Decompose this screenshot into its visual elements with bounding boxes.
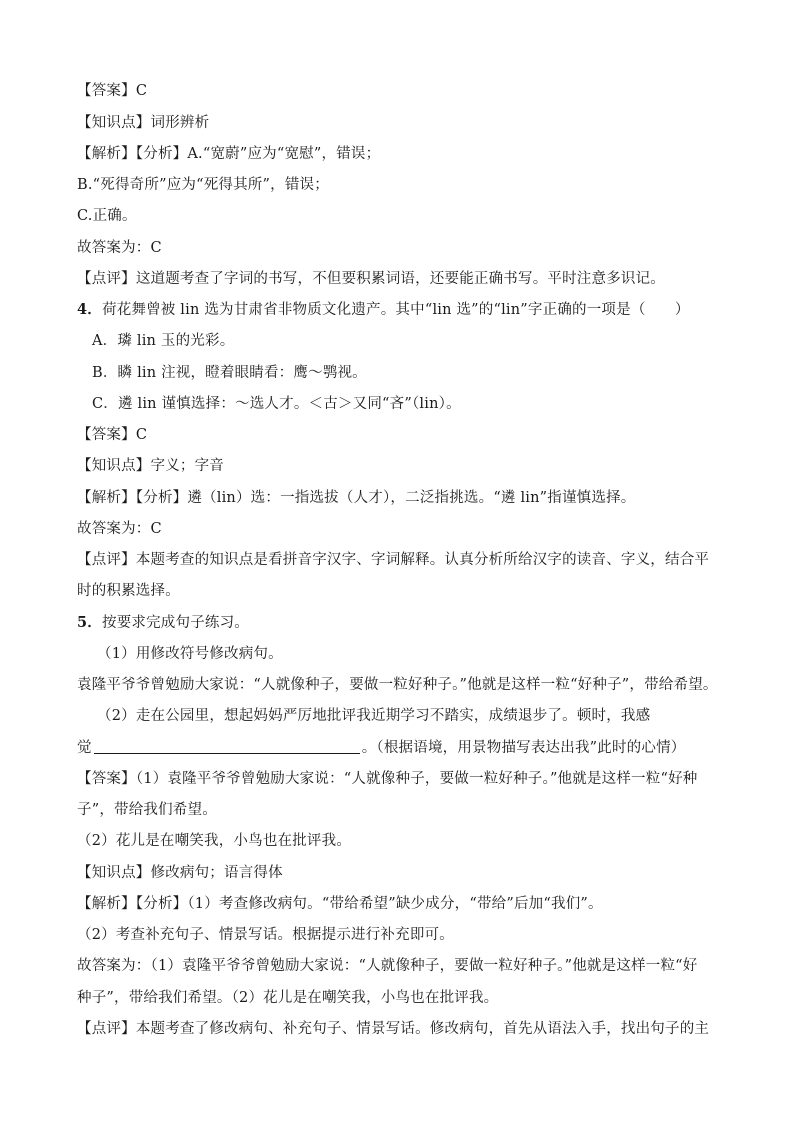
question-text: 荷花舞曾被 lin 选为甘肃省非物质文化遗产。其中“lin 选”的“lin”字正确的一项是（ ）	[102, 302, 690, 318]
knowledge-point-tag: 【知识点】	[77, 458, 151, 474]
analysis-line	[77, 144, 717, 164]
answer-part-2: （2）花儿是在嘲笑我，小鸟也在批评我。	[77, 833, 352, 849]
analysis-part-2: （2）考查补充句子、情景写话。根据提示进行补充即可。	[77, 927, 454, 943]
answer-continuation: 子”，带给我们希望。	[77, 802, 217, 818]
knowledge-point-tag: 【知识点】	[77, 115, 151, 131]
fill-prefix: 觉	[77, 740, 92, 756]
answer-tag: 【答案】	[77, 427, 136, 443]
answer-text: C	[135, 427, 148, 443]
question-4-option-a: A．璘 lin 玉的光彩。	[92, 333, 235, 349]
question-text: 按要求完成句子练习。	[102, 615, 249, 631]
knowledge-point-text: 词形辨析	[150, 115, 210, 131]
answer-tag: 【答案】	[77, 771, 136, 787]
analysis-text: （1）考查修改病句。“带给希望”缺少成分，“带给”后加“我们”。	[187, 896, 603, 912]
answer-tag: 【答案】	[77, 83, 136, 99]
question-4-option-b: B．瞵 lin 注视，瞪着眼睛看：鹰～鹗视。	[92, 365, 367, 381]
analysis-option-c: C.正确。	[77, 208, 137, 224]
sub-question-1-sentence: 袁隆平爷爷曾勉励大家说：“人就像种子，要做一粒好种子。”他就是这样一粒“好种子”，带给希望。	[77, 677, 718, 693]
fill-suffix: 。（根据语境，用景物描写表达出我”此时的心情）	[361, 740, 686, 756]
analysis-text: 遴（lin）选：一指选拔（人才），二泛指挑选。“遴 lin”指谨慎选择。	[187, 490, 636, 506]
comment-line	[77, 269, 717, 289]
answer-line	[77, 769, 717, 789]
sub-question-2-fill	[77, 738, 717, 758]
knowledge-point-line	[77, 113, 717, 133]
answer-line	[77, 425, 717, 445]
analysis-line	[77, 488, 717, 508]
sub-question-1: （1）用修改符号修改病句。	[97, 646, 283, 662]
comment-continuation: 时的积累选择。	[77, 583, 180, 599]
final-answer-line: 故答案为：C	[77, 240, 162, 256]
question-5	[77, 613, 717, 633]
answer-blank[interactable]	[94, 739, 360, 754]
knowledge-point-tag: 【知识点】	[77, 865, 151, 881]
comment-text: 本题考查的知识点是看拼音字汉字、字词解释。认真分析所给汉字的读音、字义，结合平	[135, 552, 710, 568]
analysis-tag: 【解析】【分析】	[77, 896, 188, 912]
question-number: 4．	[77, 301, 102, 318]
question-4	[77, 300, 717, 320]
analysis-option-b: B.“死得奇所”应为“死得其所”，错误；	[77, 177, 329, 193]
comment-line	[77, 1019, 717, 1039]
sub-question-2: （2）走在公园里，想起妈妈严厉地批评我近期学习不踏实，成绩退步了。顿时，我感	[97, 708, 651, 724]
question-4-option-c: C．遴 lin 谨慎选择：～选人才。＜古＞又同“吝”（lin）。	[92, 396, 461, 412]
final-answer-continuation: 种子”，带给我们希望。（2）花儿是在嘲笑我，小鸟也在批评我。	[77, 990, 499, 1006]
analysis-line	[77, 894, 717, 914]
knowledge-point-text: 字义；字音	[150, 458, 224, 474]
comment-text: 这道题考查了字词的书写，不但要积累词语，还要能正确书写。平时注意多识记。	[135, 271, 666, 287]
analysis-text: A.“宽蔚”应为“宽慰”，错误；	[187, 146, 381, 162]
knowledge-point-line	[77, 456, 717, 476]
answer-text: C	[135, 83, 148, 99]
comment-tag: 【点评】	[77, 271, 136, 287]
final-answer-line: 故答案为：C	[77, 521, 162, 537]
comment-tag: 【点评】	[77, 552, 136, 568]
knowledge-point-line	[77, 863, 717, 883]
comment-tag: 【点评】	[77, 1021, 136, 1037]
answer-text: （1）袁隆平爷爷曾勉励大家说：“人就像种子，要做一粒好种子。”他就是这样一粒“好种	[135, 771, 698, 787]
comment-line	[77, 550, 717, 570]
question-number: 5．	[77, 614, 102, 631]
final-answer-line: 故答案为：（1）袁隆平爷爷曾勉励大家说：“人就像种子，要做一粒好种子。”他就是这样一粒“好	[77, 958, 698, 974]
analysis-tag: 【解析】【分析】	[77, 490, 188, 506]
answer-line	[77, 81, 717, 101]
knowledge-point-text: 修改病句；语言得体	[150, 865, 283, 881]
analysis-tag: 【解析】【分析】	[77, 146, 188, 162]
comment-text: 本题考查了修改病句、补充句子、情景写话。修改病句，首先从语法入手，找出句子的主	[135, 1021, 710, 1037]
